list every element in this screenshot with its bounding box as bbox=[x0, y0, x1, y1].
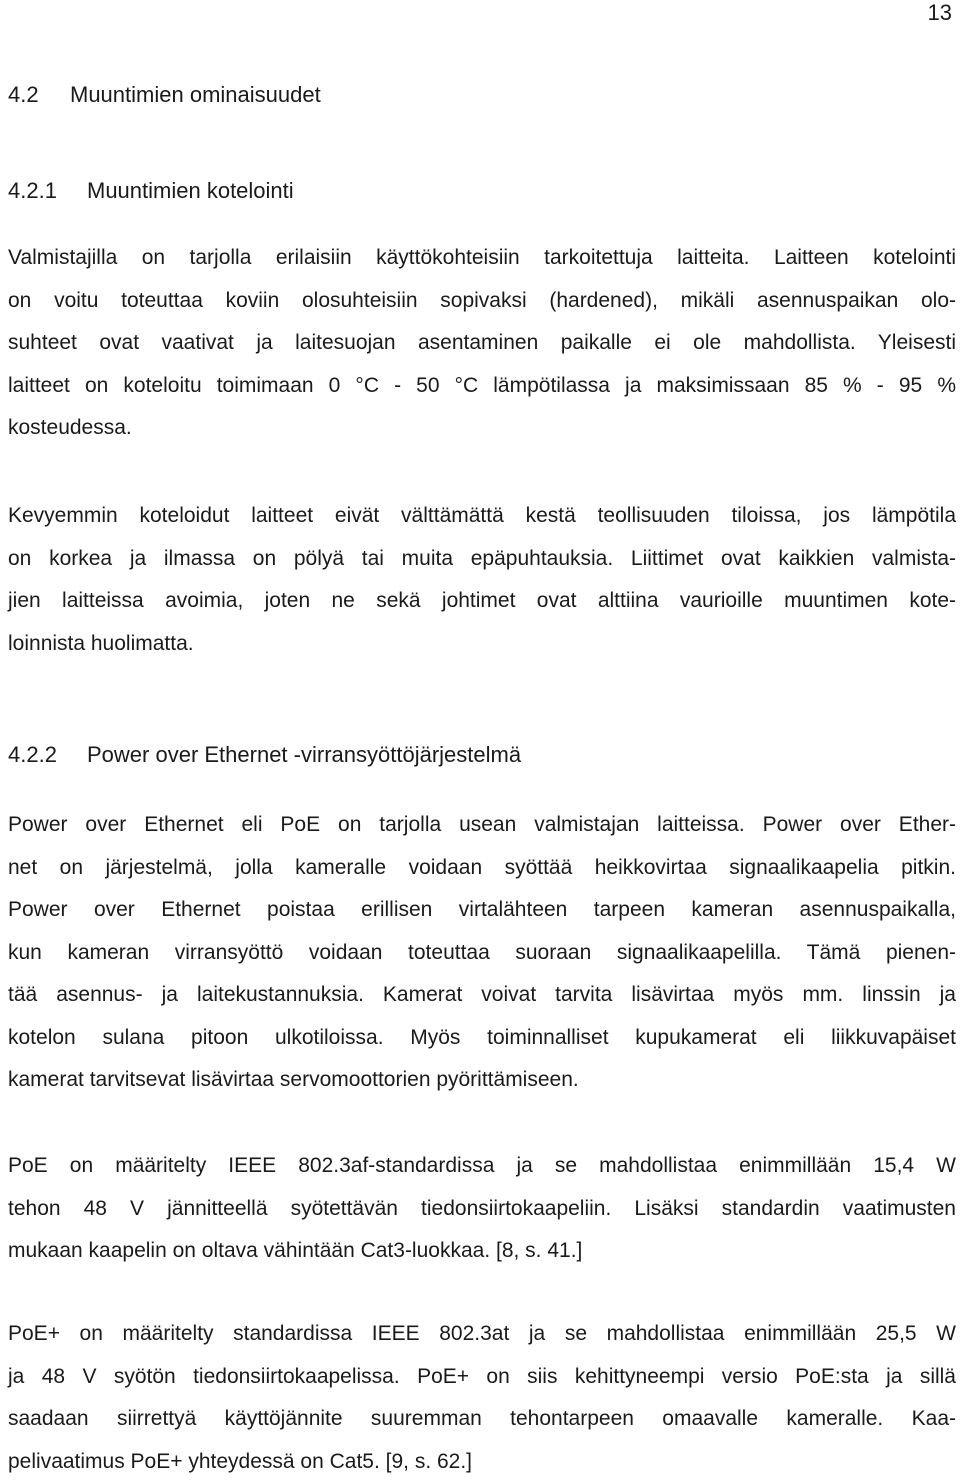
section-heading bbox=[8, 82, 321, 108]
text-line: Power over Ethernet poistaa erillisen virtalähteen tarpeen kameran asennuspaikalla, bbox=[8, 889, 956, 932]
subsection-heading-2 bbox=[8, 742, 521, 768]
text-line: Kevyemmin koteloidut laitteet eivät välttämättä kestä teollisuuden tiloissa, jos lämpötila bbox=[8, 495, 956, 538]
paragraph-poe-standard bbox=[8, 1145, 956, 1273]
text-line: tehon 48 V jännitteellä syötettävän tiedonsiirtokaapeliin. Lisäksi standardin vaatimusten bbox=[8, 1188, 956, 1231]
text-line: kun kameran virransyöttö voidaan toteuttaa suoraan signaalikaapelilla. Tämä pienen- bbox=[8, 932, 956, 975]
paragraph-housing-intro bbox=[8, 237, 956, 450]
text-line: ja 48 V syötön tiedonsiirtokaapelissa. PoE+ on siis kehittyneempi versio PoE:sta ja sillä bbox=[8, 1356, 956, 1399]
section-number: 4.2 bbox=[8, 82, 70, 108]
subsection-title: Muuntimien kotelointi bbox=[87, 178, 294, 203]
text-line: laitteet on koteloitu toimimaan 0 °C - 50 °C lämpötilassa ja maksimissaan 85 % - 95 % bbox=[8, 365, 956, 408]
subsection-number: 4.2.2 bbox=[8, 742, 87, 768]
text-line: loinnista huolimatta. bbox=[8, 623, 956, 666]
paragraph-poe-plus bbox=[8, 1313, 956, 1483]
text-line: PoE+ on määritelty standardissa IEEE 802.3at ja se mahdollistaa enimmillään 25,5 W bbox=[8, 1313, 956, 1356]
text-line: pelivaatimus PoE+ yhteydessä on Cat5. [9, s. 62.] bbox=[8, 1441, 956, 1483]
text-line: Valmistajilla on tarjolla erilaisiin käyttökohteisiin tarkoitettuja laitteita. Laitteen kotelointi bbox=[8, 237, 956, 280]
paragraph-poe-intro bbox=[8, 804, 956, 1102]
text-line: net on järjestelmä, jolla kameralle voidaan syöttää heikkovirtaa signaalikaapelia pitkin. bbox=[8, 847, 956, 890]
text-line: kosteudessa. bbox=[8, 407, 956, 450]
text-line: kotelon sulana pitoon ulkotiloissa. Myös toiminnalliset kupukamerat eli liikkuvapäiset bbox=[8, 1017, 956, 1060]
text-line: on voitu toteuttaa koviin olosuhteisiin sopivaksi (hardened), mikäli asennuspaikan olo- bbox=[8, 280, 956, 323]
text-line: on korkea ja ilmassa on pölyä tai muita epäpuhtauksia. Liittimet ovat kaikkien valmista- bbox=[8, 538, 956, 581]
section-title: Muuntimien ominaisuudet bbox=[70, 82, 321, 107]
page-number: 13 bbox=[928, 0, 952, 26]
text-line: tää asennus- ja laitekustannuksia. Kamerat voivat tarvita lisävirtaa myös mm. linssin ja bbox=[8, 974, 956, 1017]
subsection-title: Power over Ethernet -virransyöttöjärjestelmä bbox=[87, 742, 521, 767]
text-line: saadaan siirrettyä käyttöjännite suuremman tehontarpeen omaavalle kameralle. Kaa- bbox=[8, 1398, 956, 1441]
text-line: Power over Ethernet eli PoE on tarjolla usean valmistajan laitteissa. Power over Ether- bbox=[8, 804, 956, 847]
text-line: jien laitteissa avoimia, joten ne sekä johtimet ovat alttiina vaurioille muuntimen kote- bbox=[8, 580, 956, 623]
text-line: suhteet ovat vaativat ja laitesuojan asentaminen paikalle ei ole mahdollista. Yleisesti bbox=[8, 322, 956, 365]
subsection-heading-1 bbox=[8, 178, 294, 204]
text-line: PoE on määritelty IEEE 802.3af-standardissa ja se mahdollistaa enimmillään 15,4 W bbox=[8, 1145, 956, 1188]
text-line: mukaan kaapelin on oltava vähintään Cat3-luokkaa. [8, s. 41.] bbox=[8, 1230, 956, 1273]
paragraph-light-housing bbox=[8, 495, 956, 665]
text-line: kamerat tarvitsevat lisävirtaa servomoottorien pyörittämiseen. bbox=[8, 1059, 956, 1102]
subsection-number: 4.2.1 bbox=[8, 178, 87, 204]
